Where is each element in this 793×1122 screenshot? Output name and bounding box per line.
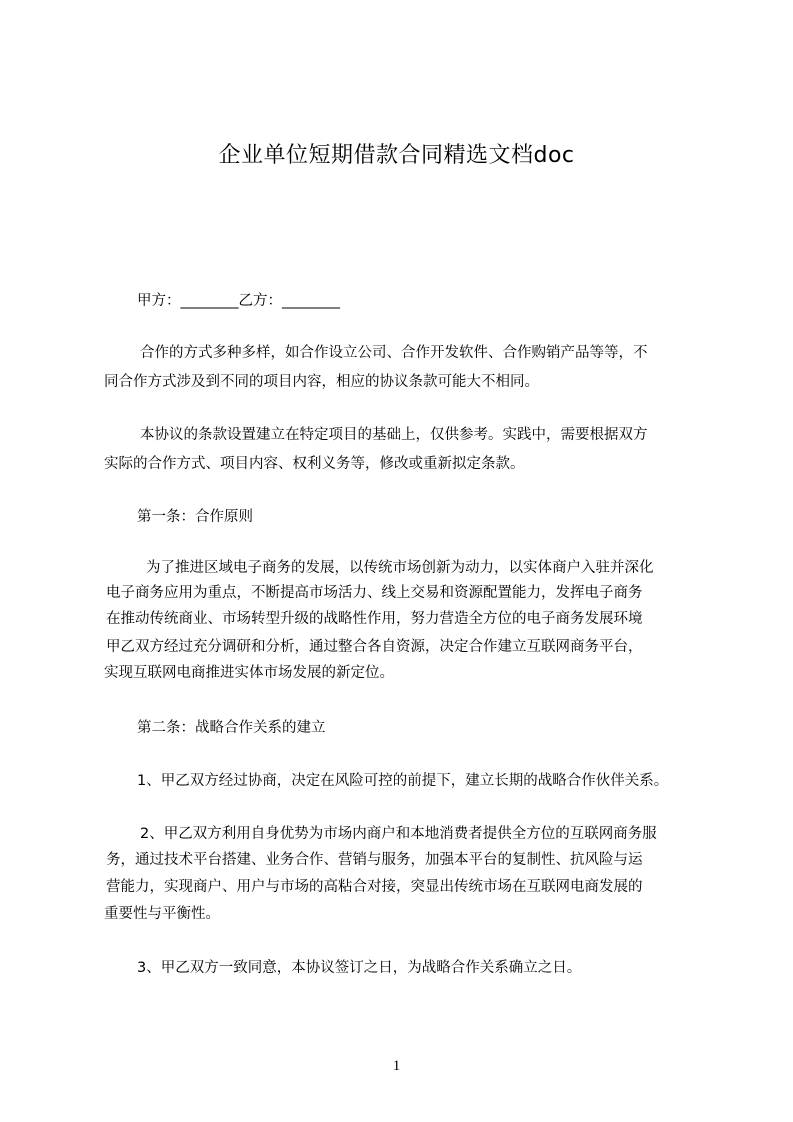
paragraph-line: 2、甲乙双方利用自身优势为市场内商户和本地消费者提供全方位的互联网商务服 [140, 826, 657, 842]
paragraph-line: 在推动传统商业、市场转型升级的战略性作用，努力营造全方位的电子商务发展环境 [106, 611, 643, 627]
paragraph-line: 为了推进区域电子商务的发展，以传统市场创新为动力，以实体商户入驻并深化 [146, 560, 654, 576]
paragraph-line: 电子商务应用为重点，不断提高市场活力、线上交易和资源配置能力，发挥电子商务 [106, 585, 643, 601]
page-number: 1 [392, 1058, 401, 1074]
paragraph-line: 本协议的条款设置建立在特定项目的基础上，仅供参考。实践中，需要根据双方 [140, 427, 648, 443]
article-2-heading: 第二条：战略合作关系的建立 [137, 720, 326, 736]
document-title: 企业单位短期借款合同精选文档doc [218, 143, 575, 168]
paragraph-line: 营能力，实现商户、用户与市场的高粘合对接，突显出传统市场在互联网电商发展的 [106, 879, 643, 895]
paragraph-line: 合作的方式多种多样，如合作设立公司、合作开发软件、合作购销产品等等，不 [140, 345, 648, 361]
paragraph-line: 甲乙双方经过充分调研和分析，通过整合各自资源，决定合作建立互联网商务平台， [106, 639, 643, 655]
paragraph-line: 重要性与平衡性。 [104, 906, 220, 922]
parties-line: 甲方：________乙方：________ [137, 293, 340, 309]
paragraph-line: 务，通过技术平台搭建、业务合作、营销与服务，加强本平台的复制性、抗风险与运 [106, 852, 643, 868]
clause-3: 3、甲乙双方一致同意，本协议签订之日，为战略合作关系确立之日。 [137, 960, 582, 976]
clause-1: 1、甲乙双方经过协商，决定在风险可控的前提下，建立长期的战略合作伙伴关系。 [137, 773, 669, 789]
article-1-heading: 第一条：合作原则 [137, 509, 253, 525]
paragraph-line: 实现互联网电商推进实体市场发展的新定位。 [104, 665, 394, 681]
paragraph-line: 实际的合作方式、项目内容、权利义务等，修改或重新拟定条款。 [104, 456, 525, 472]
paragraph-line: 同合作方式涉及到不同的项目内容，相应的协议条款可能大不相同。 [104, 374, 539, 390]
